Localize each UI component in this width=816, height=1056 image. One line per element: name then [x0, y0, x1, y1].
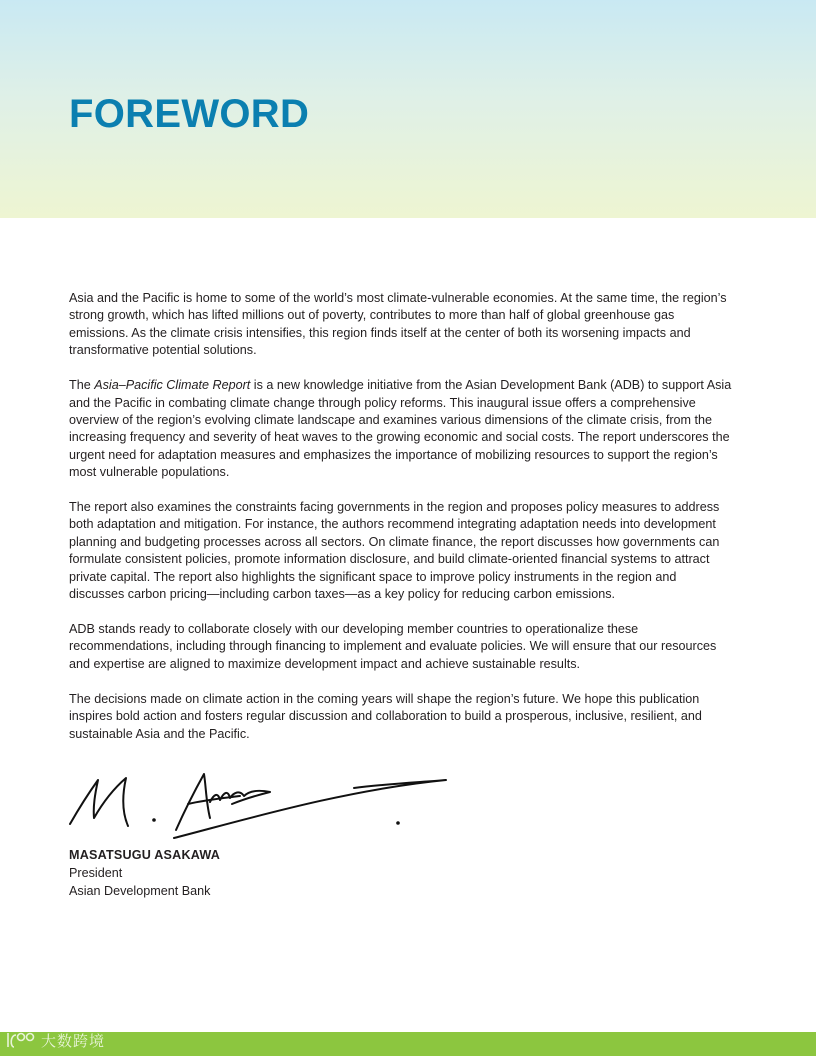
footer-green-band — [0, 1032, 816, 1056]
watermark-text: 大数跨境 — [41, 1031, 106, 1050]
paragraph-2 — [69, 377, 734, 481]
foreword-body — [69, 290, 734, 760]
signatory-name: MASATSUGU ASAKAWA — [69, 848, 221, 862]
paragraph-3: The report also examines the constraints facing governments in the region and proposes policy measures to address both adaptation and mitigation. For instance, the authors recommend integrating adaptation needs into development planning and budgeting processes across all sectors. On climate finance, the report discusses how governments can formulate consistent policies, promote information disclosure, and build climate-oriented financial systems to attract private capital. The report also highlights the significant space to improve policy instruments in the region and discusses carbon pricing—including carbon taxes—as a key policy for reducing carbon emissions. — [69, 500, 720, 602]
signatory-block — [69, 846, 220, 900]
signatory-organization: Asian Development Bank — [69, 884, 211, 898]
paragraph-2-prefix: The — [69, 378, 95, 393]
watermark-logo-icon — [4, 1029, 38, 1051]
page-title: FOREWORD — [69, 92, 310, 136]
paragraph-2-rest: is a new knowledge initiative from the Asian Development Bank (ADB) to support Asia and the Pacific in combating climate change through policy reforms. This inaugural issue offers a comprehensive overview of the region’s evolving climate landscape and examines various dimensions of the climate crisis, from the increasing frequency and severity of heat waves to the growing economic and social costs. The report underscores the urgent need for adaptation measures and emphasizes the importance of mobilizing resources to support the region’s most vulnerable populations. — [69, 378, 732, 480]
paragraph-1: Asia and the Pacific is home to some of the world’s most climate-vulnerable economies. At the same time, the region’s strong growth, which has lifted millions out of poverty, contributes to more than half of global greenhouse gas emissions. As the climate crisis intensifies, this region finds itself at the center of both its worsening impacts and transformative potential solutions. — [69, 291, 727, 358]
paragraph-4: ADB stands ready to collaborate closely with our developing member countries to operationalize these recommendations, including through financing to implement and evaluate policies. We will ensure that our resources and expertise are aligned to maximize development impact and achieve sustainable results. — [69, 622, 717, 671]
report-title-italic: Asia–Pacific Climate Report — [94, 378, 251, 393]
paragraph-5: The decisions made on climate action in the coming years will shape the region’s future. We hope this publication inspires bold action and fosters regular discussion and collaboration to build a prosperous, inclusive, resilient, and sustainable Asia and the Pacific. — [69, 691, 702, 741]
watermark — [4, 1027, 105, 1053]
signatory-role: President — [69, 866, 123, 880]
handwritten-signature — [64, 768, 454, 840]
